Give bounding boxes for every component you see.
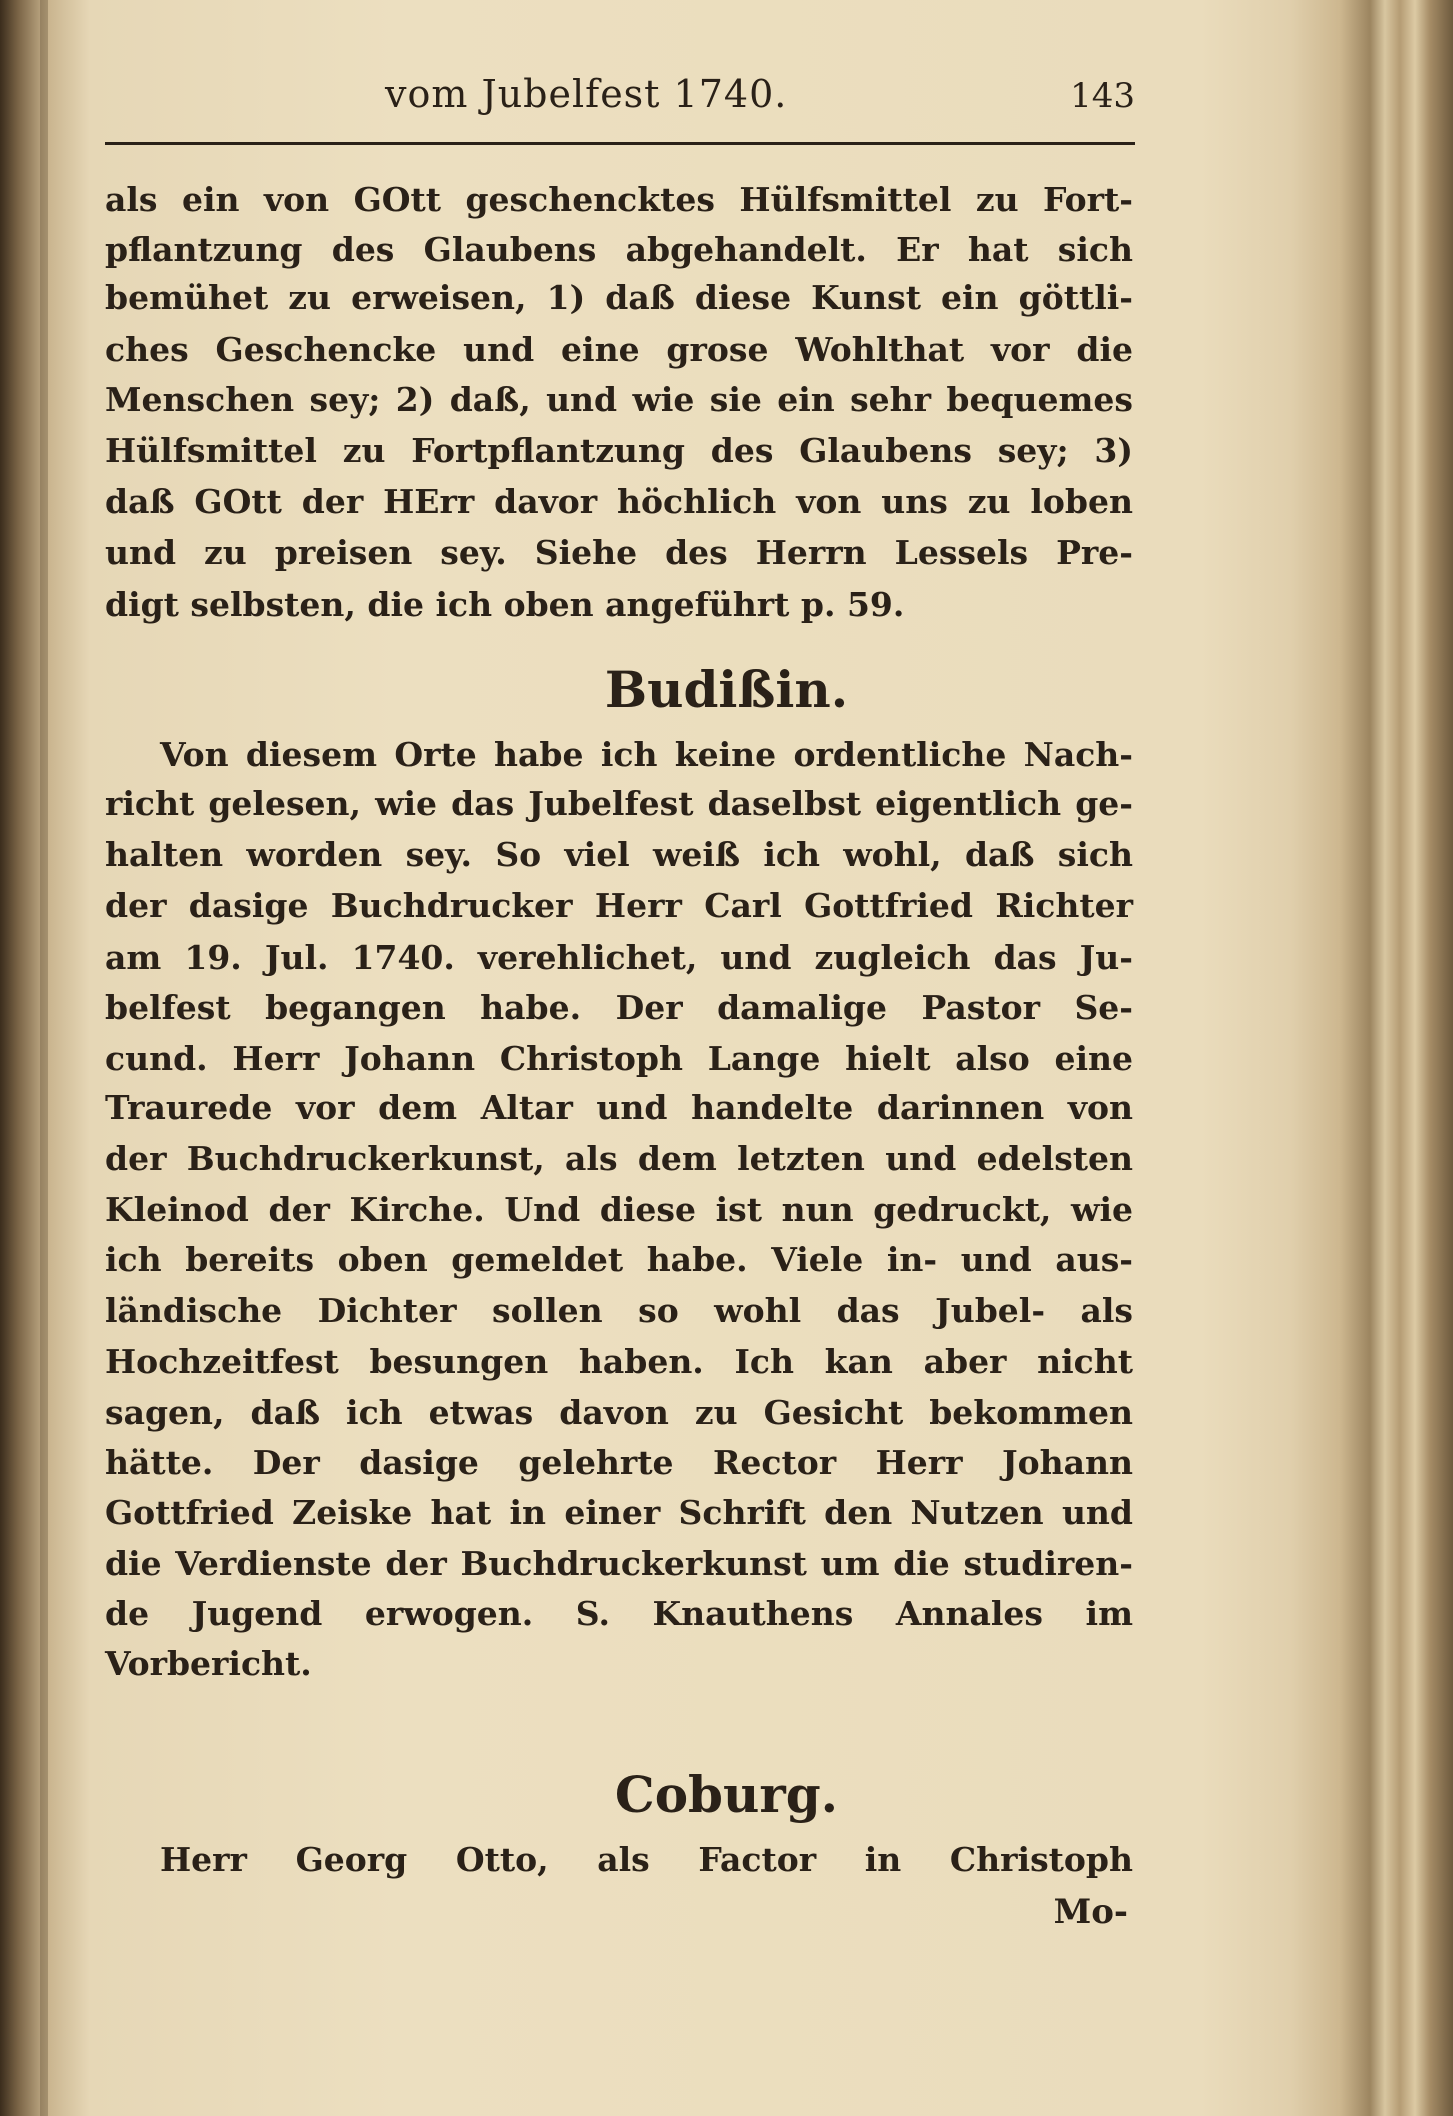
text-line: der Buchdruckerkunst, als dem letzten und edelsten	[105, 1139, 1133, 1178]
text-line: belfest begangen habe. Der damalige Pastor Se-	[105, 988, 1133, 1027]
text-line: Vorbericht.	[105, 1644, 312, 1683]
page-header	[105, 72, 1135, 122]
text-line: Herr Georg Otto, als Factor in Christoph	[160, 1840, 1133, 1879]
section-heading-budissin: Budißin.	[604, 660, 849, 719]
text-line: der dasige Buchdrucker Herr Carl Gottfried Richter	[105, 886, 1133, 925]
text-line: sagen, daß ich etwas davon zu Gesicht bekommen	[105, 1393, 1133, 1432]
page-number: 143	[1070, 76, 1135, 116]
text-line: Von diesem Orte habe ich keine ordentliche Nach-	[160, 735, 1133, 774]
text-line: und zu preisen sey. Siehe des Herrn Lessels Pre-	[105, 533, 1133, 572]
text-line: Hochzeitfest besungen haben. Ich kan aber nicht	[105, 1342, 1133, 1381]
text-line: ländische Dichter sollen so wohl das Jubel- als	[105, 1291, 1133, 1330]
text-line: die Verdienste der Buchdruckerkunst um die studiren-	[105, 1544, 1133, 1583]
text-line: am 19. Jul. 1740. verehlichet, und zugleich das Ju-	[105, 938, 1133, 977]
text-line: pflantzung des Glaubens abgehandelt. Er hat sich	[105, 230, 1133, 269]
text-line: ches Geschencke und eine grose Wohlthat vor die	[105, 330, 1133, 369]
header-rule	[105, 142, 1135, 145]
text-line: Kleinod der Kirche. Und diese ist nun gedruckt, wie	[105, 1190, 1133, 1229]
text-line: de Jugend erwogen. S. Knauthens Annales im	[105, 1594, 1133, 1633]
text-line: Traurede vor dem Altar und handelte darinnen von	[105, 1088, 1133, 1127]
text-line: daß GOtt der HErr davor höchlich von uns zu loben	[105, 482, 1133, 521]
running-head: vom Jubelfest 1740.	[385, 72, 788, 116]
text-line: cund. Herr Johann Christoph Lange hielt also eine	[105, 1039, 1133, 1078]
text-line: hätte. Der dasige gelehrte Rector Herr Johann	[105, 1443, 1133, 1482]
text-line: digt selbsten, die ich oben angeführt p. 59.	[105, 585, 905, 624]
text-line: Gottfried Zeiske hat in einer Schrift den Nutzen und	[105, 1493, 1133, 1532]
text-line: Hülfsmittel zu Fortpflantzung des Glaubens sey; 3)	[105, 431, 1133, 470]
text-line: als ein von GOtt geschencktes Hülfsmittel zu Fort-	[105, 180, 1133, 219]
text-line: Menschen sey; 2) daß, und wie sie ein sehr bequemes	[105, 380, 1133, 419]
catchword: Mo-	[1053, 1892, 1128, 1932]
text-line: bemühet zu erweisen, 1) daß diese Kunst ein göttli-	[105, 278, 1133, 317]
text-line: halten worden sey. So viel weiß ich wohl, daß sich	[105, 835, 1133, 874]
text-line: ich bereits oben gemeldet habe. Viele in- und aus-	[105, 1240, 1133, 1279]
text-line: richt gelesen, wie das Jubelfest daselbst eigentlich ge-	[105, 784, 1133, 823]
section-heading-coburg: Coburg.	[614, 1765, 839, 1824]
